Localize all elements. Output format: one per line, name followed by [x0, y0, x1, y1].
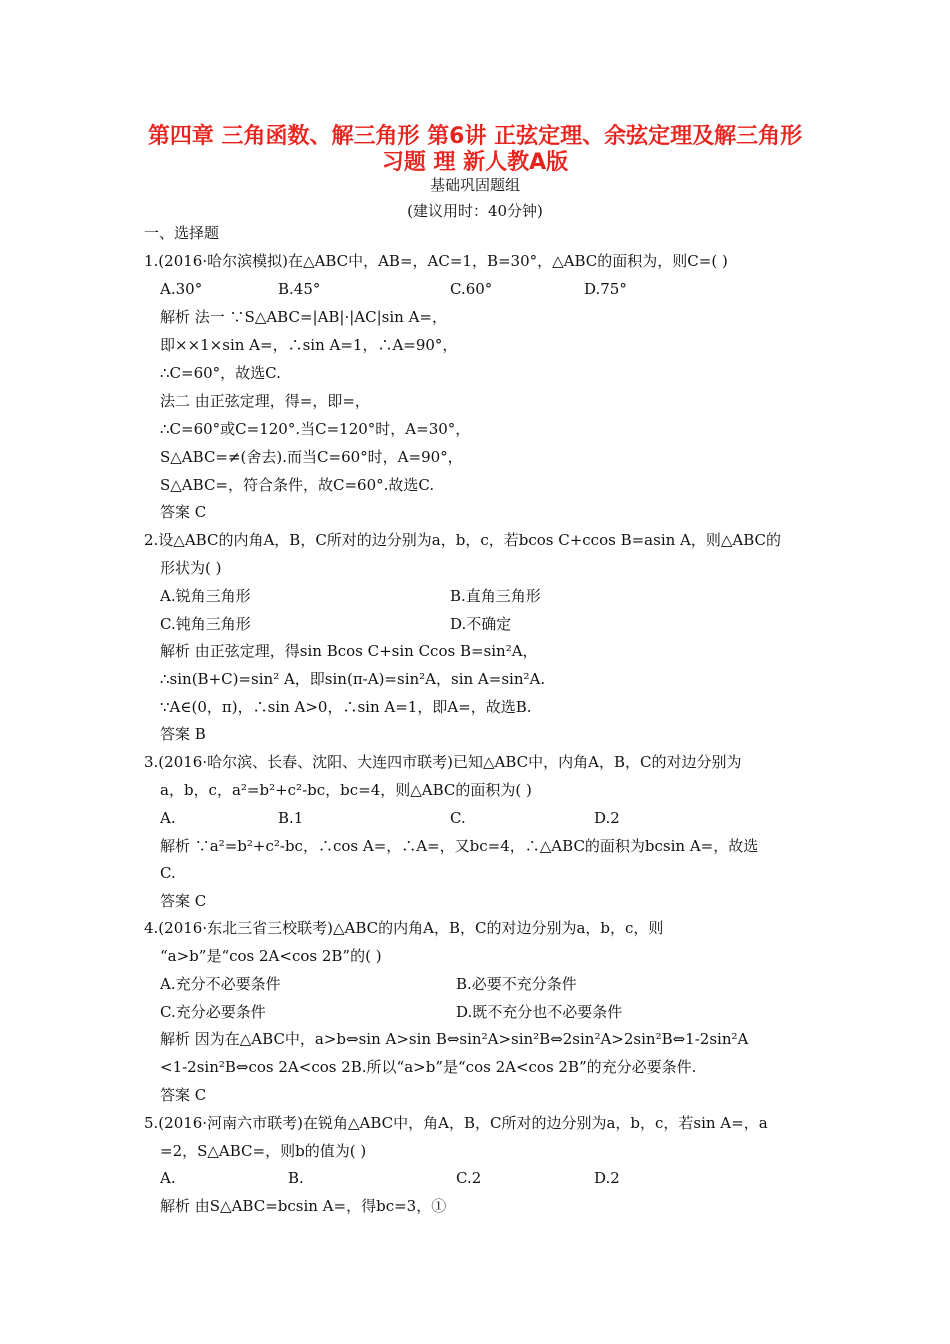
- q4-option-c: C.充分必要条件: [160, 1003, 266, 1021]
- q1-analysis-line: 即××1×sin A=，∴sin A=1，∴A=90°，: [160, 336, 458, 354]
- q2-option-b: B.直角三角形: [450, 587, 541, 605]
- q2-analysis-line: ∵A∈(0，π)，∴sin A>0，∴sin A=1，即A=，故选B.: [160, 698, 532, 716]
- subtitle: 基础巩固题组: [429, 176, 520, 194]
- q1-analysis-line: 法二 由正弦定理，得=，即=，: [160, 392, 370, 410]
- q4-stem: “a>b”是“cos 2A<cos 2B”的( ): [160, 947, 382, 965]
- q5-analysis-line: 解析 由S△ABC=bcsin A=，得bc=3，①: [160, 1197, 447, 1215]
- q1-option-b: B.45°: [278, 280, 321, 298]
- q3-analysis-line: 解析 ∵a²=b²+c²-bc，∴cos A=，∴A=，又bc=4，∴△ABC的面积为bcsin A=，故选: [160, 837, 759, 855]
- q1-analysis-line: S△ABC=≠(舍去).而当C=60°时，A=90°，: [160, 448, 463, 466]
- document-title-line2: 习题 理 新人教A版: [381, 150, 569, 175]
- q1-stem: 1.(2016·哈尔滨模拟)在△ABC中，AB=，AC=1，B=30°，△ABC的面积为，则C=( ): [144, 252, 728, 270]
- q2-analysis-line: ∴sin(B+C)=sin² A，即sin(π-A)=sin²A，sin A=sin²A.: [160, 670, 546, 688]
- q5-stem: 5.(2016·河南六市联考)在锐角△ABC中，角A，B，C所对的边分别为a，b，c，若sin A=，a: [144, 1114, 768, 1132]
- q1-option-d: D.75°: [584, 280, 627, 298]
- time-hint: (建议用时：40分钟): [407, 202, 543, 220]
- q5-stem: =2，S△ABC=，则b的值为( ): [160, 1142, 367, 1160]
- q1-option-a: A.30°: [160, 280, 203, 298]
- q4-answer: 答案 C: [160, 1086, 207, 1104]
- q3-option-b: B.1: [278, 809, 304, 827]
- q2-stem: 2.设△ABC的内角A，B，C所对的边分别为a，b，c，若bcos C+ccos B=asin A，则△ABC的: [144, 531, 782, 549]
- q1-answer: 答案 C: [160, 503, 207, 521]
- q2-option-a: A.锐角三角形: [160, 587, 251, 605]
- q1-analysis-line: ∴C=60°或C=120°.当C=120°时，A=30°，: [160, 420, 471, 438]
- q4-option-b: B.必要不充分条件: [456, 975, 577, 993]
- q5-option-b: B.: [288, 1169, 304, 1187]
- q3-answer: 答案 C: [160, 892, 207, 910]
- q4-option-a: A.充分不必要条件: [160, 975, 281, 993]
- section-heading: 一、选择题: [144, 224, 220, 242]
- q5-option-d: D.2: [594, 1169, 620, 1187]
- q1-analysis-line: ∴C=60°，故选C.: [160, 364, 281, 382]
- q2-answer: 答案 B: [160, 725, 206, 743]
- q3-stem: 3.(2016·哈尔滨、长春、沈阳、大连四市联考)已知△ABC中，内角A，B，C的对边分别为: [144, 753, 742, 771]
- q3-option-a: A.: [160, 809, 176, 827]
- q2-option-c: C.钝角三角形: [160, 615, 251, 633]
- q5-option-c: C.2: [456, 1169, 482, 1187]
- q3-analysis-line: C.: [160, 864, 176, 882]
- document-title-line1: 第四章 三角函数、解三角形 第6讲 正弦定理、余弦定理及解三角形: [147, 124, 803, 149]
- q2-analysis-line: 解析 由正弦定理，得sin Bcos C+sin Ccos B=sin²A，: [160, 642, 538, 660]
- q2-option-d: D.不确定: [450, 615, 512, 633]
- q4-option-d: D.既不充分也不必要条件: [456, 1003, 623, 1021]
- q3-stem: a，b，c，a²=b²+c²-bc，bc=4，则△ABC的面积为( ): [160, 781, 532, 799]
- q4-analysis-line: <1-2sin²B⇔cos 2A<cos 2B.所以“a>b”是“cos 2A<cos 2B”的充分必要条件.: [160, 1058, 697, 1076]
- q5-option-a: A.: [160, 1169, 176, 1187]
- q4-analysis-line: 解析 因为在△ABC中，a>b⇔sin A>sin B⇔sin²A>sin²B⇔2sin²A>2sin²B⇔1-2sin²A: [160, 1030, 749, 1048]
- q1-option-c: C.60°: [450, 280, 493, 298]
- q3-option-c: C.: [450, 809, 466, 827]
- q2-stem: 形状为( ): [160, 559, 222, 577]
- q1-analysis-line: 解析 法一 ∵S△ABC=|AB|·|AC|sin A=，: [160, 308, 448, 326]
- q3-option-d: D.2: [594, 809, 620, 827]
- q1-analysis-line: S△ABC=，符合条件，故C=60°.故选C.: [160, 476, 435, 494]
- q4-stem: 4.(2016·东北三省三校联考)△ABC的内角A，B，C的对边分别为a，b，c，则: [144, 919, 664, 937]
